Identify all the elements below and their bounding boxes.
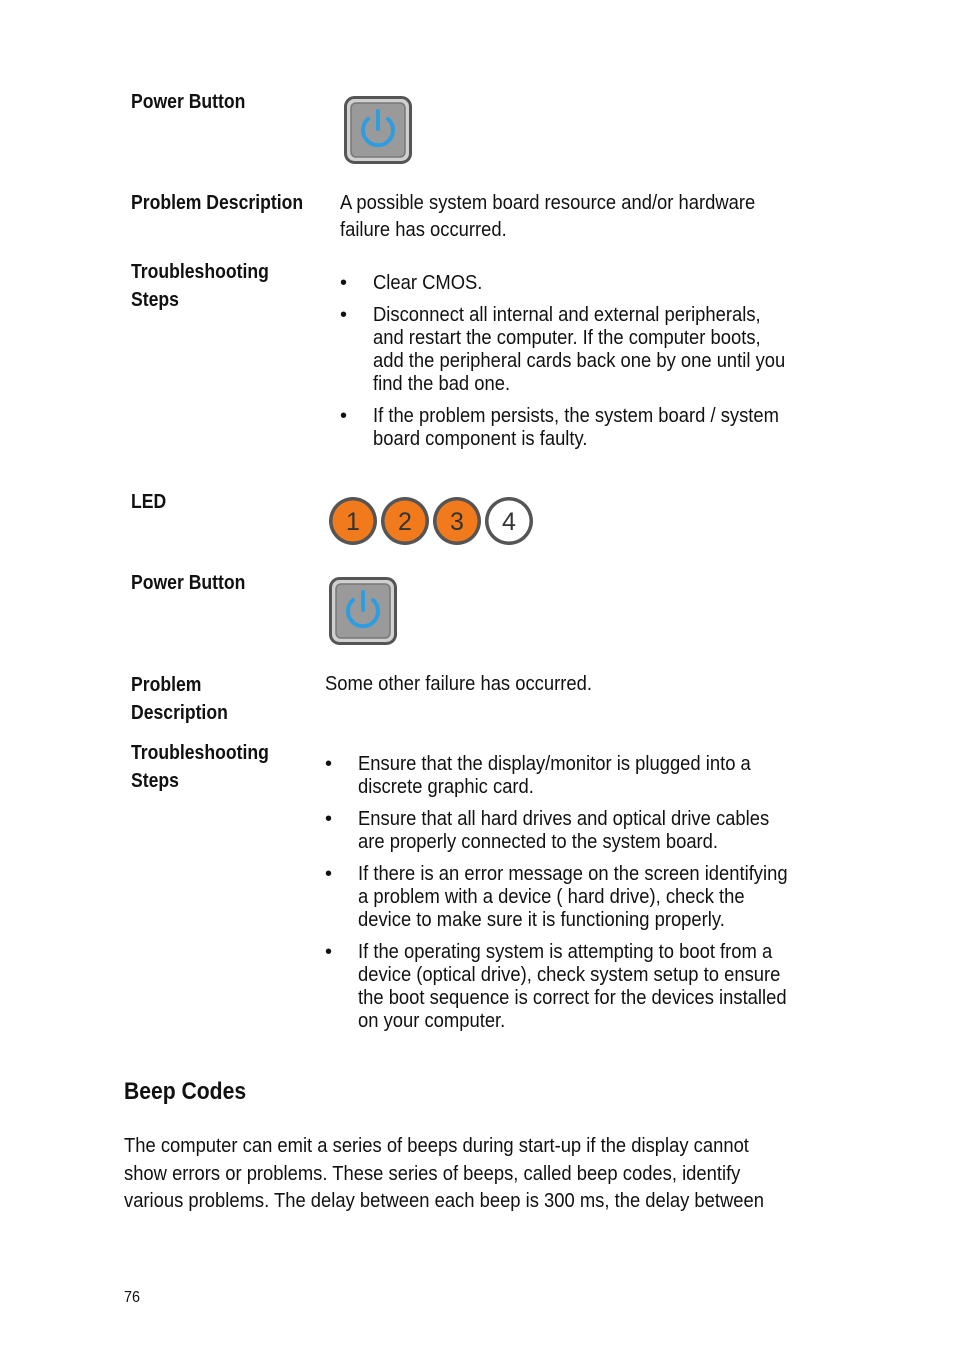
page-number: 76 <box>124 1289 141 1306</box>
list-item: • Disconnect all internal and external peripherals, and restart the computer. If the computer boots, add the peripheral cards back one by one until you find the bad one. <box>340 304 786 395</box>
led-1-icon <box>329 497 377 545</box>
list-item: • Ensure that the display/monitor is plugged into a discrete graphic card. <box>325 753 751 798</box>
led-3-icon <box>433 497 481 545</box>
led-label: LED <box>131 491 167 513</box>
list-item: • If the problem persists, the system board / system board component is faulty. <box>340 405 779 450</box>
svg-text:2: 2 <box>398 508 412 536</box>
problem-description-text: A possible system board resource and/or hardware failure has occurred. <box>340 192 756 241</box>
beep-codes-paragraph: The computer can emit a series of beeps during start-up if the display cannot show errors or problems. These series of beeps, called beep codes, identify various problems. The delay between each beep is 300 ms, the delay between <box>124 1135 764 1212</box>
bullet: • <box>325 753 333 775</box>
power-button-label: Power Button <box>131 572 246 594</box>
svg-text:4: 4 <box>502 508 516 536</box>
list-item: • If the operating system is attempting to boot from a device (optical drive), check system setup to ensure the boot sequence is correct for the devices installed on your computer. <box>325 941 787 1032</box>
bullet: • <box>325 941 333 963</box>
troubleshooting-steps-label: Troubleshooting Steps <box>131 742 269 792</box>
list-item: • If there is an error message on the screen identifying a problem with a device ( hard drive), check the device to make sure it is functioning properly. <box>325 863 788 931</box>
led-indicators <box>327 494 537 548</box>
troubleshooting-steps-list <box>340 272 821 460</box>
bullet: • <box>340 272 348 294</box>
bullet: • <box>340 304 348 326</box>
svg-text:3: 3 <box>450 508 464 536</box>
problem-description-label: Problem Description <box>131 674 228 724</box>
troubleshooting-steps-label: Troubleshooting Steps <box>131 261 269 311</box>
led-4-icon <box>485 497 533 545</box>
list-item: • Clear CMOS. <box>340 272 483 294</box>
problem-description-text: Some other failure has occurred. <box>325 673 592 695</box>
led-2-icon <box>381 497 429 545</box>
power-button-icon <box>344 96 412 164</box>
bullet: • <box>340 405 348 427</box>
beep-codes-heading: Beep Codes <box>124 1078 247 1105</box>
list-item: • Ensure that all hard drives and optical drive cables are properly connected to the system board. <box>325 808 770 853</box>
power-button-icon <box>329 577 397 645</box>
power-button-label: Power Button <box>131 91 246 113</box>
bullet: • <box>325 863 333 885</box>
bullet: • <box>325 808 333 830</box>
problem-description-label: Problem Description <box>131 192 304 214</box>
svg-text:1: 1 <box>346 508 360 536</box>
troubleshooting-steps-list <box>325 753 825 1042</box>
